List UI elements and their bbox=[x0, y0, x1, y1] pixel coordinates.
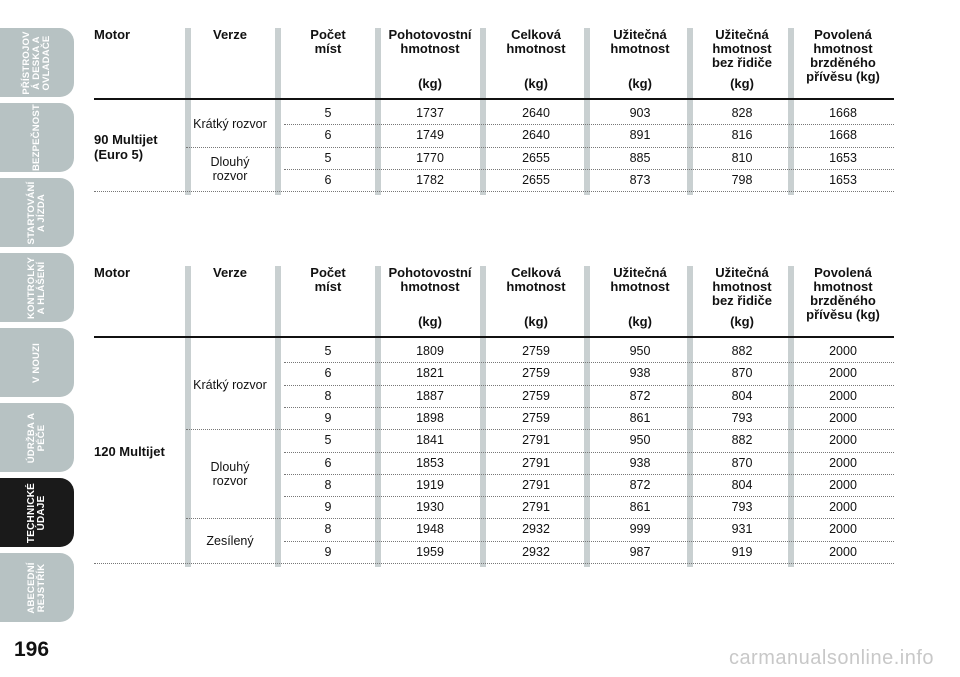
row-divider bbox=[284, 474, 894, 475]
header-pocet-mist bbox=[284, 28, 372, 98]
table-cell: 2759 bbox=[522, 366, 550, 381]
table-cell: 2000 bbox=[829, 388, 857, 403]
footer-watermark: carmanualsonline.info bbox=[728, 647, 934, 669]
row-divider bbox=[284, 496, 894, 497]
row-divider bbox=[186, 518, 894, 519]
header-unit: (kg) bbox=[418, 76, 442, 91]
table-cell: 1821 bbox=[416, 366, 444, 381]
header-unit: (kg) bbox=[730, 314, 754, 329]
header-verze bbox=[186, 28, 274, 98]
header-text: Motor bbox=[94, 27, 131, 42]
row-divider bbox=[284, 452, 894, 453]
table-cell: 6 bbox=[324, 455, 332, 470]
table-cell: 2000 bbox=[829, 433, 857, 448]
table-cell: 5 bbox=[324, 433, 332, 448]
table-cell: 987 bbox=[629, 544, 651, 559]
sidebar-tab-label: TECHNICKÉ ÚDAJE bbox=[26, 482, 47, 543]
table-cell: 816 bbox=[731, 128, 753, 143]
header-text: Počet míst bbox=[310, 265, 346, 294]
header-verze bbox=[186, 266, 274, 336]
header-unit: (kg) bbox=[418, 314, 442, 329]
table-cell: 5 bbox=[324, 150, 332, 165]
table-cell: 931 bbox=[731, 522, 753, 537]
table-cell: 6 bbox=[324, 366, 332, 381]
table-cell: 1948 bbox=[416, 522, 444, 537]
table-cell: 1782 bbox=[416, 172, 444, 187]
table-cell: 804 bbox=[731, 477, 753, 492]
sidebar-tab-label: V NOUZI bbox=[31, 342, 42, 383]
header-unit: (kg) bbox=[524, 314, 548, 329]
row-divider bbox=[284, 407, 894, 408]
table-cell: 938 bbox=[629, 455, 651, 470]
table-cell: 2932 bbox=[522, 522, 550, 537]
table-cell: 882 bbox=[731, 344, 753, 358]
table-cell: 950 bbox=[629, 433, 651, 448]
row-divider bbox=[284, 124, 894, 125]
row-divider bbox=[284, 385, 894, 386]
table-cell: 2000 bbox=[829, 344, 857, 358]
version-name: Dlouhý rozvor bbox=[210, 459, 250, 488]
sidebar-tab-5[interactable] bbox=[0, 328, 74, 397]
header-text: Celková hmotnost bbox=[506, 265, 566, 294]
table-cell: 872 bbox=[629, 388, 651, 403]
table-cell: 804 bbox=[731, 388, 753, 403]
table-cell: 872 bbox=[629, 477, 651, 492]
table-cell: 2655 bbox=[522, 172, 550, 187]
header-text: Užitečná hmotnost bbox=[610, 27, 670, 56]
sidebar-tab-2[interactable] bbox=[0, 103, 74, 172]
table-cell: 1809 bbox=[416, 344, 444, 358]
header-text: Motor bbox=[94, 265, 131, 280]
header-unit: (kg) bbox=[628, 314, 652, 329]
table-cell: 2759 bbox=[522, 388, 550, 403]
table-cell: 798 bbox=[731, 172, 753, 187]
table-cell: 2791 bbox=[522, 477, 550, 492]
header-unit: (kg) bbox=[730, 76, 754, 91]
table-cell: 5 bbox=[324, 344, 332, 358]
version-name: Krátký rozvor bbox=[193, 377, 267, 392]
sidebar-tab-label: BEZPEČNOST bbox=[31, 103, 42, 171]
table-cell: 6 bbox=[324, 172, 332, 187]
header-text: Užitečná hmotnost bez řidiče bbox=[712, 27, 772, 70]
sidebar-tab-label: KONTROLKY A HLÁŠENÍ bbox=[26, 256, 47, 319]
table-cell: 2932 bbox=[522, 544, 550, 559]
table-cell: 8 bbox=[324, 388, 332, 403]
header-text: Počet míst bbox=[310, 27, 346, 56]
table-cell: 1653 bbox=[829, 150, 857, 165]
table-cell: 1749 bbox=[416, 128, 444, 143]
column-separator bbox=[275, 28, 281, 195]
table-cell: 903 bbox=[629, 106, 651, 120]
header-uzitecna bbox=[590, 266, 690, 336]
table-cell: 870 bbox=[731, 455, 753, 470]
table-cell: 950 bbox=[629, 344, 651, 358]
table-cell: 9 bbox=[324, 500, 332, 515]
header-povolena bbox=[792, 28, 894, 98]
row-divider bbox=[284, 362, 894, 363]
table-cell: 2655 bbox=[522, 150, 550, 165]
table-cell: 2000 bbox=[829, 455, 857, 470]
header-text: Pohotovostní hmotnost bbox=[388, 27, 472, 56]
table-cell: 882 bbox=[731, 433, 753, 448]
row-divider bbox=[284, 541, 894, 542]
header-pocet-mist bbox=[284, 266, 372, 336]
table-cell: 999 bbox=[629, 522, 651, 537]
table-cell: 1668 bbox=[829, 106, 857, 120]
table-cell: 8 bbox=[324, 477, 332, 492]
sidebar-tab-3[interactable] bbox=[0, 178, 74, 247]
table-cell: 828 bbox=[731, 106, 753, 120]
table-cell: 1959 bbox=[416, 544, 444, 559]
table-cell: 5 bbox=[324, 106, 332, 120]
header-povolena bbox=[792, 266, 894, 336]
table-cell: 793 bbox=[731, 500, 753, 515]
sidebar-tab-7[interactable] bbox=[0, 478, 74, 547]
table-cell: 2791 bbox=[522, 433, 550, 448]
table-cell: 2791 bbox=[522, 500, 550, 515]
table-cell: 2791 bbox=[522, 455, 550, 470]
sidebar-tab-6[interactable] bbox=[0, 403, 74, 472]
table-cell: 2759 bbox=[522, 410, 550, 425]
header-uzitecna-bez bbox=[692, 266, 792, 336]
header-unit: (kg) bbox=[628, 76, 652, 91]
table-cell: 885 bbox=[629, 150, 651, 165]
header-text: Pohotovostní hmotnost bbox=[388, 265, 472, 294]
table-cell: 1653 bbox=[829, 172, 857, 187]
table-cell: 8 bbox=[324, 522, 332, 537]
header-uzitecna bbox=[590, 28, 690, 98]
table-cell: 793 bbox=[731, 410, 753, 425]
header-pohotovostni bbox=[380, 28, 480, 98]
table-cell: 2000 bbox=[829, 477, 857, 492]
table-cell: 2000 bbox=[829, 366, 857, 381]
table-cell: 873 bbox=[629, 172, 651, 187]
header-rule bbox=[94, 336, 894, 338]
table-cell: 1930 bbox=[416, 500, 444, 515]
table-cell: 2640 bbox=[522, 128, 550, 143]
table-cell: 1841 bbox=[416, 433, 444, 448]
header-text: Celková hmotnost bbox=[506, 27, 566, 56]
table-cell: 1887 bbox=[416, 388, 444, 403]
table-cell: 810 bbox=[731, 150, 753, 165]
table-cell: 2759 bbox=[522, 344, 550, 358]
table-cell: 2000 bbox=[829, 544, 857, 559]
header-text: Užitečná hmotnost bbox=[610, 265, 670, 294]
header-rule bbox=[94, 98, 894, 100]
sidebar-tab-4[interactable] bbox=[0, 253, 74, 322]
table-cell: 2000 bbox=[829, 522, 857, 537]
header-unit: (kg) bbox=[524, 76, 548, 91]
table-cell: 870 bbox=[731, 366, 753, 381]
header-motor bbox=[94, 266, 184, 336]
version-name: Zesílený bbox=[206, 533, 254, 548]
table-cell: 2640 bbox=[522, 106, 550, 120]
table-cell: 1919 bbox=[416, 477, 444, 492]
motor-name: 90 Multijet (Euro 5) bbox=[94, 131, 158, 162]
header-text: Povolená hmotnost brzděného přívěsu (kg) bbox=[806, 27, 880, 84]
row-divider bbox=[186, 429, 894, 430]
header-motor bbox=[94, 28, 184, 98]
table-cell: 6 bbox=[324, 128, 332, 143]
version-name: Dlouhý rozvor bbox=[210, 154, 250, 183]
version-name: Krátký rozvor bbox=[193, 117, 267, 132]
sidebar-tab-label: ÚDRŽBA A PÉČE bbox=[26, 412, 47, 463]
table-cell: 1853 bbox=[416, 455, 444, 470]
table-cell: 2000 bbox=[829, 500, 857, 515]
row-divider bbox=[94, 191, 894, 192]
sidebar-tab-1[interactable] bbox=[0, 28, 74, 97]
sidebar-tab-8[interactable] bbox=[0, 553, 74, 622]
header-text: Povolená hmotnost brzděného přívěsu (kg) bbox=[806, 265, 880, 322]
row-divider bbox=[284, 169, 894, 170]
table-cell: 861 bbox=[629, 500, 651, 515]
row-divider bbox=[94, 563, 894, 564]
row-divider bbox=[186, 147, 894, 148]
table-cell: 861 bbox=[629, 410, 651, 425]
header-celkova bbox=[486, 266, 586, 336]
table-cell: 1737 bbox=[416, 106, 444, 120]
header-pohotovostni bbox=[380, 266, 480, 336]
sidebar-tab-label: PŘÍSTROJOV Á DESKA A OVLADAČE bbox=[21, 30, 52, 95]
page-number: 196 bbox=[14, 638, 50, 661]
table-cell: 1898 bbox=[416, 410, 444, 425]
table-cell: 2000 bbox=[829, 410, 857, 425]
table-cell: 891 bbox=[629, 128, 651, 143]
table-cell: 938 bbox=[629, 366, 651, 381]
header-uzitecna-bez bbox=[692, 28, 792, 98]
sidebar-tab-label: STARTOVÁNÍ A JÍZDA bbox=[26, 181, 47, 244]
table-cell: 9 bbox=[324, 544, 332, 559]
header-celkova bbox=[486, 28, 586, 98]
header-text: Užitečná hmotnost bez řidiče bbox=[712, 265, 772, 308]
table-cell: 1668 bbox=[829, 128, 857, 143]
table-cell: 9 bbox=[324, 410, 332, 425]
header-text: Verze bbox=[213, 265, 247, 280]
motor-name: 120 Multijet bbox=[94, 444, 165, 459]
table-cell: 1770 bbox=[416, 150, 444, 165]
header-text: Verze bbox=[213, 27, 247, 42]
table-cell: 919 bbox=[731, 544, 753, 559]
column-separator bbox=[275, 266, 281, 567]
sidebar-tab-label: ABECEDNÍ REJSTŘÍK bbox=[26, 561, 47, 614]
